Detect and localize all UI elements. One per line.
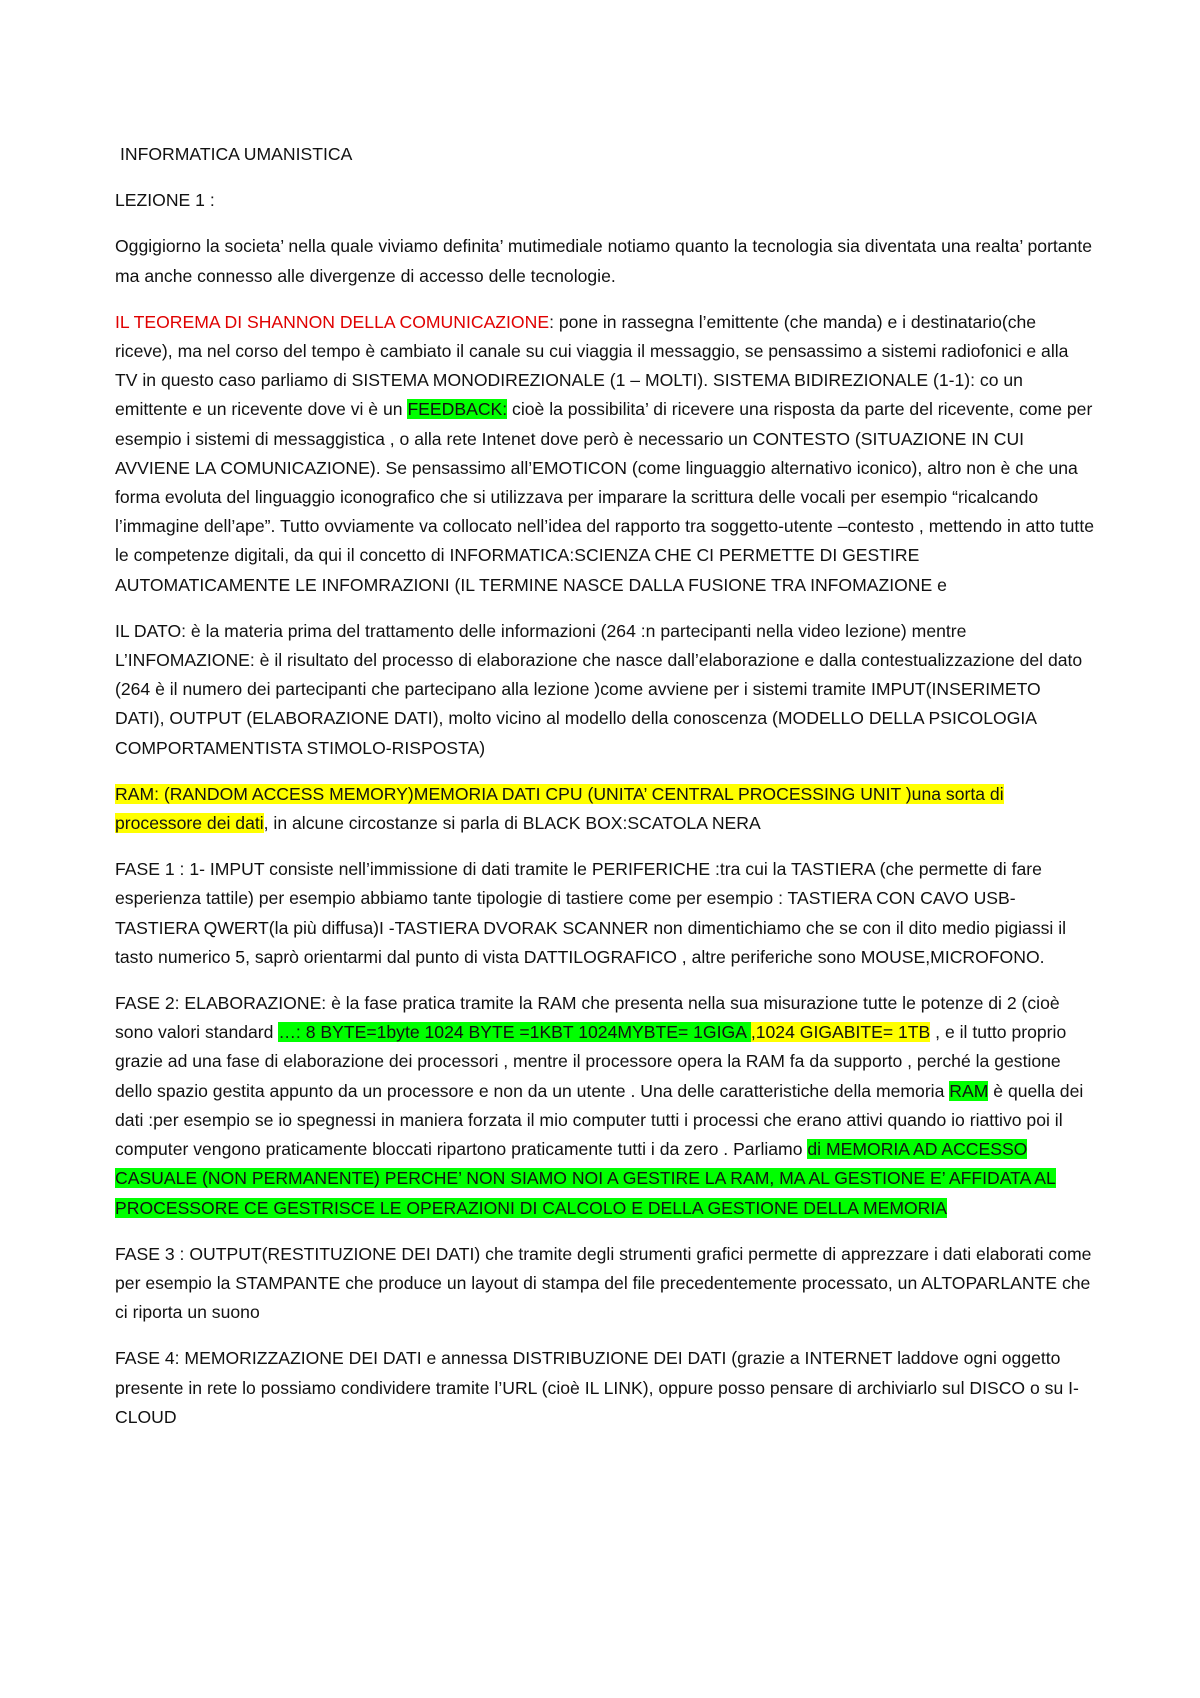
ram-text: , in alcune circostanze si parla di BLACK BOX:SCATOLA NERA bbox=[263, 813, 761, 834]
ram-word-highlight: RAM bbox=[949, 1080, 989, 1101]
tb-highlight: ,1024 GIGABITE= 1TB bbox=[750, 1022, 931, 1043]
units-highlight: …: 8 BYTE=1byte 1024 BYTE =1KBT 1024MYBTE= 1GIGA bbox=[278, 1022, 751, 1043]
feedback-highlight: FEEDBACK: bbox=[407, 399, 508, 420]
document-title: INFORMATICA UMANISTICA bbox=[120, 144, 353, 164]
paragraph-fase-3: FASE 3 : OUTPUT(RESTITUZIONE DEI DATI) che tramite degli strumenti grafici permette di apprezzare i dati elaborati come per esempio la STAMPANTE che produce un layout di stampa del file precedentemente processato, un ALTOPARLANTE che ci riporta un suono bbox=[115, 1243, 1092, 1323]
fase-2-text-a: FASE 2: ELABORAZIONE: è la fase pratica tramite la RAM che presenta nella sua misurazione tutte le potenze di 2 (cioè sono valori standard bbox=[115, 993, 1060, 1043]
paragraph-ram bbox=[115, 780, 1095, 838]
memory-highlight: di MEMORIA AD ACCESSO CASUALE (NON PERMANENTE) PERCHE’ NON SIAMO NOI A GESTIRE LA RAM, MA AL GESTIONE E’ AFFIDATA AL PROCESSORE CE GESTRISCE LE OPERAZIONI DI CALCOLO E DELLA GESTIONE DELLA MEMORIA bbox=[115, 1139, 1056, 1218]
lesson-heading: LEZIONE 1 : bbox=[115, 190, 215, 211]
shannon-text-b: cioè la possibilita’ di ricevere una risposta da parte del ricevente, come per esempio i sistemi di messaggistica , o alla rete Intenet dove però è necessario un CONTESTO (SITUAZIONE IN CUI AVVIENE LA COMUNICAZIONE). Se pensassimo all’EMOTICON (come linguaggio alternativo iconico), altro non è che una forma evoluta del linguaggio iconografico che si utilizzava per imparare la scrittura delle vocali per esempio “ricalcando l’immagine dell’ape”. Tutto ovviamente va collocato nell’idea del rapporto tra soggetto-utente –contesto , mettendo in atto tutte le competenze digitali, da qui il concetto di INFORMATICA:SCIENZA CHE CI PERMETTE DI GESTIRE AUTOMATICAMENTE LE INFOMRAZIONI (IL TERMINE NASCE DALLA FUSIONE TRA INFOMAZIONE e bbox=[115, 399, 1094, 595]
document-body bbox=[115, 140, 1095, 1449]
fase-2-text-b: , e il tutto proprio grazie ad una fase di elaborazione dei processori , mentre il processore opera la RAM fa da supporto , perché la gestione dello spazio gestita appunto da un processore e non da un utente . Una delle caratteristiche della memoria bbox=[115, 1022, 1067, 1101]
paragraph-dato: IL DATO: è la materia prima del trattamento delle informazioni (264 :n partecipanti nella video lezione) mentre L’INFOMAZIONE: è il risultato del processo di elaborazione che nasce dall’elaborazione e dalla contestualizzazione del dato (264 è il numero dei partecipanti che partecipano alla lezione )come avviene per i sistemi tramite IMPUT(INSERIMETO DATI), OUTPUT (ELABORAZIONE DATI), molto vicino al modello della conoscenza (MODELLO DELLA PSICOLOGIA COMPORTAMENTISTA STIMOLO-RISPOSTA) bbox=[115, 620, 1083, 758]
paragraph-fase-1: FASE 1 : 1- IMPUT consiste nell’immissione di dati tramite le PERIFERICHE :tra cui la TASTIERA (che permette di fare esperienza tattile) per esempio abbiamo tante tipologie di tastiere come per esempio : TASTIERA CON CAVO USB-TASTIERA QWERT(la più diffusa)I -TASTIERA DVORAK SCANNER non dimentichiamo che se con il dito medio pigiassi il tasto numerico 5, saprò orientarmi dal punto di vista DATTILOGRAFICO , altre periferiche sono MOUSE,MICROFONO. bbox=[115, 859, 1067, 967]
fase-2-text-c: è quella dei dati :per esempio se io spegnessi in maniera forzata il mio computer tutti i processi che erano attivi quando io riattivo poi il computer vengono praticamente bloccati ripartono praticamente tutti i da zero . Parliamo bbox=[115, 1080, 1084, 1160]
paragraph-shannon bbox=[115, 308, 1095, 600]
shannon-text-a: : pone in rassegna l’emittente (che manda) e i destinatario(che riceve), ma nel corso del tempo è cambiato il canale su cui viaggia il messaggio, se pensassimo a sistemi radiofonici e alla TV in questo caso parliamo di SISTEMA MONODIREZIONALE (1 – MOLTI). SISTEMA BIDIREZIONALE (1-1): co un emittente e un ricevente dove vi è un bbox=[115, 311, 1069, 420]
shannon-heading: IL TEOREMA DI SHANNON DELLA COMUNICAZIONE bbox=[115, 311, 550, 332]
ram-highlight: RAM: (RANDOM ACCESS MEMORY)MEMORIA DATI CPU (UNITA’ CENTRAL PROCESSING UNIT )una sorta di processore dei dati bbox=[115, 783, 1004, 834]
paragraph-intro: Oggigiorno la societa’ nella quale viviamo definita’ mutimediale notiamo quanto la tecnologia sia diventata una realta’ portante ma anche connesso alle divergenze di accesso delle tecnologie. bbox=[115, 236, 1093, 286]
paragraph-fase-2 bbox=[115, 989, 1095, 1223]
paragraph-fase-4: FASE 4: MEMORIZZAZIONE DEI DATI e annessa DISTRIBUZIONE DEI DATI (grazie a INTERNET laddove ogni oggetto presente in rete lo possiamo condividere tramite l’URL (cioè IL LINK), oppure posso pensare di archiviarlo sul DISCO o su I-CLOUD bbox=[115, 1348, 1079, 1427]
